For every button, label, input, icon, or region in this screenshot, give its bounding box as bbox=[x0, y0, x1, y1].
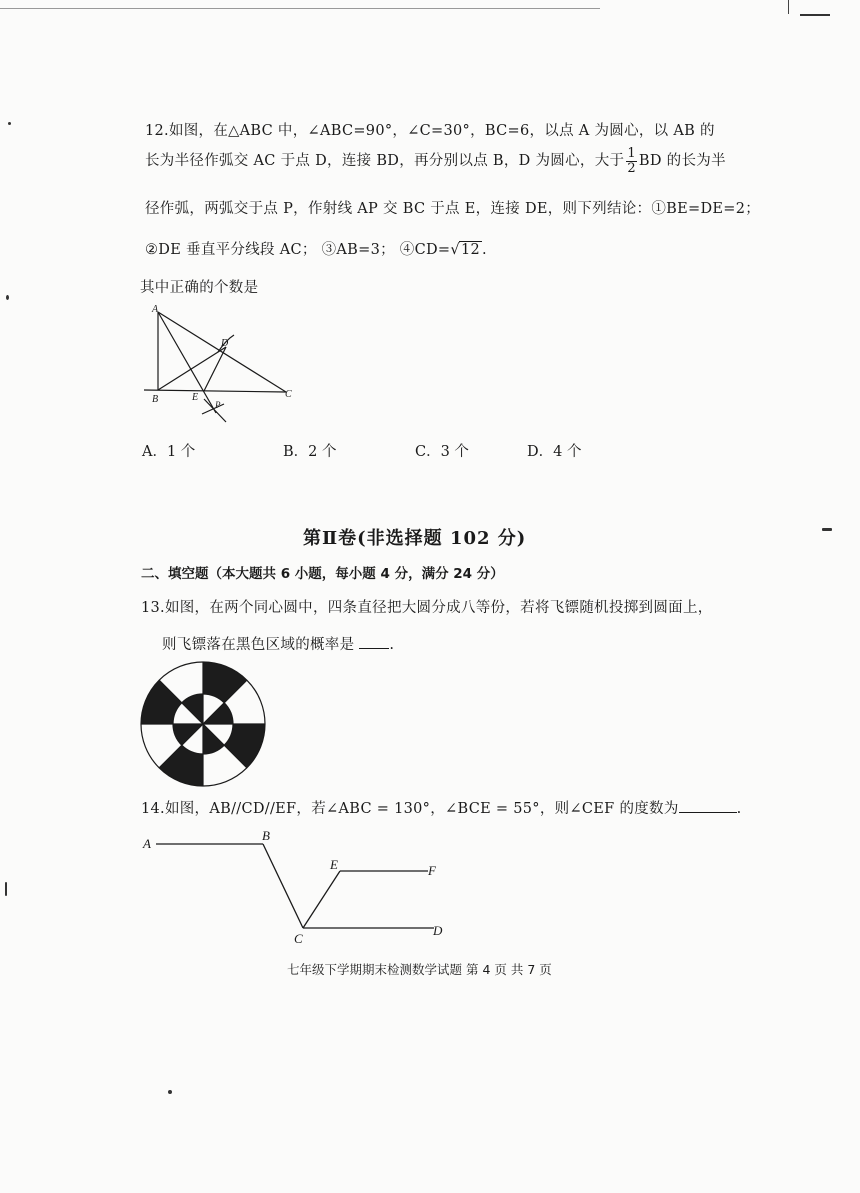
q13-line-2-end: . bbox=[389, 637, 395, 653]
q14-answer-blank[interactable] bbox=[679, 812, 737, 813]
label-d: D bbox=[433, 923, 443, 938]
scan-edge-top bbox=[0, 8, 600, 9]
q12-line-2-text-end: BD 的长为半 bbox=[638, 153, 726, 170]
scan-mark-top-right bbox=[788, 0, 789, 14]
scan-speck bbox=[8, 122, 11, 125]
fraction-denominator: 2 bbox=[627, 160, 636, 176]
q12-line-4-text: ②DE 垂直平分线段 AC； ③AB=3； ④CD= bbox=[145, 242, 451, 258]
q13-line-2 bbox=[162, 633, 394, 654]
fraction-numerator: 1 bbox=[627, 146, 636, 161]
sqrt-radicand: 12 bbox=[460, 242, 480, 258]
label-a: A bbox=[143, 836, 151, 851]
scan-speck bbox=[822, 528, 832, 531]
label-f: F bbox=[428, 863, 436, 878]
label-c: C bbox=[294, 931, 303, 946]
q13-dartboard-figure bbox=[139, 660, 267, 788]
q12-option-b[interactable]: B．2 个 bbox=[283, 444, 337, 460]
q13-line-2-text: 则飞镖落在黑色区域的概率是 bbox=[162, 637, 355, 653]
q12-option-c[interactable]: C．3 个 bbox=[415, 444, 469, 460]
label-b: B bbox=[262, 828, 270, 843]
part-2-title: 第Ⅱ卷(非选择题 102 分) bbox=[303, 528, 527, 549]
q12-option-a[interactable]: A．1 个 bbox=[142, 444, 196, 460]
segment-ce bbox=[303, 871, 340, 928]
label-b: B bbox=[152, 394, 159, 405]
scan-speck bbox=[6, 295, 9, 300]
q12-line-5: 其中正确的个数是 bbox=[140, 280, 259, 296]
q12-line-4-end: . bbox=[482, 242, 487, 258]
scan-mark-top-right-dash bbox=[800, 14, 830, 16]
q14-text: 14.如图，AB//CD//EF，若∠ABC = 130°，∠BCE = 55°，则∠CEF 的度数为 bbox=[141, 801, 679, 817]
q12-line-3: 径作弧，两弧交于点 P，作射线 AP 交 BC 于点 E，连接 DE，则下列结论：①BE=DE=2； bbox=[145, 201, 761, 217]
q12-line-4 bbox=[145, 238, 487, 259]
sqrt-sign: √ bbox=[450, 242, 460, 258]
q12-option-d[interactable]: D．4 个 bbox=[527, 444, 582, 460]
q14-end: . bbox=[736, 801, 742, 817]
page-footer: 七年级下学期期末检测数学试题 第 4 页 共 7 页 bbox=[287, 962, 552, 977]
segment-bc bbox=[144, 390, 286, 392]
ray-ap bbox=[158, 312, 216, 413]
label-e: E bbox=[330, 857, 338, 872]
arc-mark-p-2 bbox=[202, 404, 224, 414]
q14-line-1 bbox=[141, 797, 742, 818]
fraction-one-half bbox=[626, 147, 637, 175]
q12-line-1: 12.如图，在△ABC 中，∠ABC=90°，∠C=30°，BC=6，以点 A 为圆心，以 AB 的 bbox=[145, 123, 715, 139]
q12-triangle-figure bbox=[138, 300, 308, 430]
scan-speck bbox=[168, 1090, 172, 1094]
scan-speck bbox=[5, 882, 7, 896]
label-p: P bbox=[215, 400, 221, 410]
label-c: C bbox=[285, 389, 292, 400]
label-d: D bbox=[221, 338, 229, 349]
q12-line-2 bbox=[145, 147, 726, 175]
q12-line-2-text: 长为半径作弧交 AC 于点 D，连接 BD，再分别以点 B，D 为圆心，大于 bbox=[145, 153, 625, 170]
label-a: A bbox=[152, 304, 159, 315]
q14-parallel-lines-figure bbox=[140, 825, 460, 950]
segment-bc bbox=[263, 844, 303, 928]
q13-line-1: 13.如图，在两个同心圆中，四条直径把大圆分成八等份，若将飞镖随机投掷到圆面上， bbox=[141, 600, 713, 616]
q13-answer-blank[interactable] bbox=[359, 648, 389, 649]
label-e: E bbox=[192, 392, 199, 403]
segment-ac bbox=[158, 312, 286, 392]
fill-in-section-header: 二、填空题（本大题共 6 小题，每小题 4 分，满分 24 分） bbox=[141, 566, 504, 582]
